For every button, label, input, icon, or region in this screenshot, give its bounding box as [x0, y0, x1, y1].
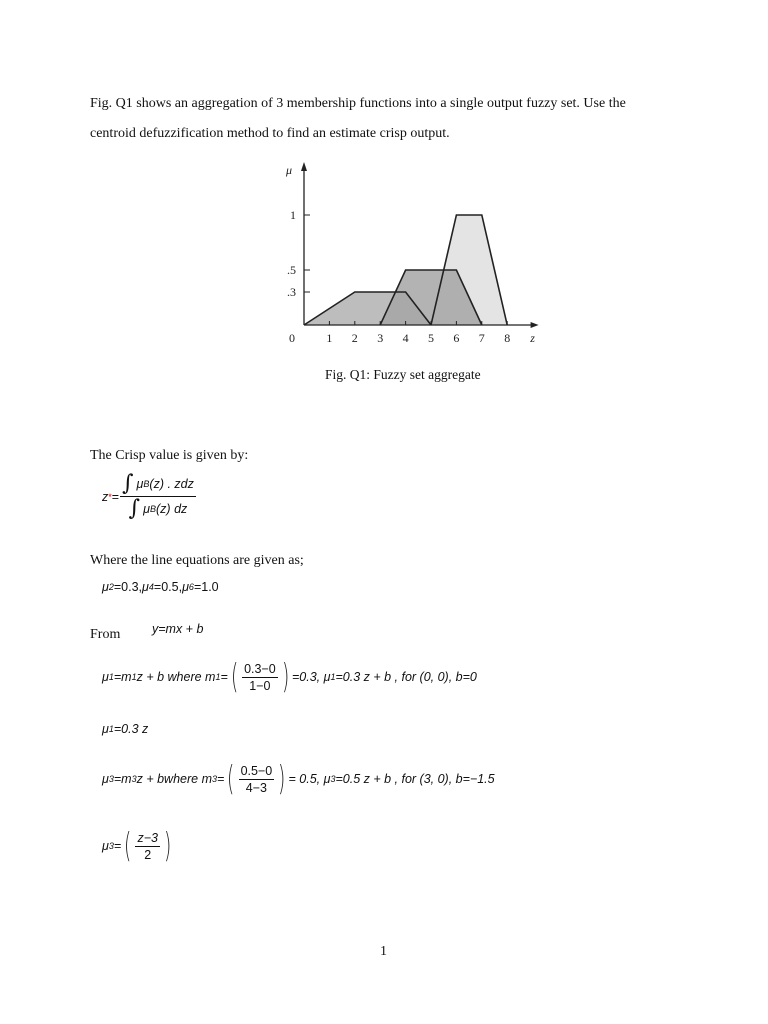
equation-mu1 — [102, 722, 148, 736]
formula-fraction — [120, 473, 196, 520]
x-tick-label: 0 — [289, 331, 295, 345]
x-tick-label: 4 — [402, 331, 409, 345]
value-6: =1.0 — [193, 580, 219, 594]
text: = — [220, 670, 228, 684]
formula-den-mu: μ — [143, 502, 150, 516]
formula-eq: = — [111, 489, 120, 504]
x-tick-label: 8 — [504, 331, 511, 345]
sub-6: 6 — [188, 582, 194, 592]
text: =m — [113, 670, 132, 684]
text: = — [113, 839, 122, 853]
sub: 1 — [108, 672, 114, 682]
y-axis-arrow — [301, 162, 307, 171]
paren-open: ( — [124, 826, 132, 866]
mu-symbol: μ — [102, 772, 109, 786]
text: z + b where m — [136, 670, 216, 684]
mu-symbol: μ — [102, 839, 109, 853]
text: z + bwhere m — [136, 772, 212, 786]
figure-caption: Fig. Q1: Fuzzy set aggregate — [325, 367, 481, 382]
x-tick-label: 5 — [428, 331, 434, 345]
y-tick-label: .3 — [287, 285, 296, 299]
paren-close: ) — [163, 826, 172, 866]
fraction-numerator: 0.5−0 — [240, 763, 273, 778]
slope-fraction — [242, 662, 278, 693]
text: = — [217, 772, 225, 786]
mu-symbol: μ — [142, 580, 149, 594]
formula-num-sub: B — [143, 479, 150, 489]
page-number: 1 — [380, 944, 387, 959]
fraction-numerator: 0.3−0 — [244, 661, 276, 676]
sub: 3 — [108, 774, 114, 784]
fraction-numerator: z−3 — [137, 830, 158, 845]
text: =0.5 z + b , for (3, 0), b=−1.5 — [335, 772, 495, 786]
x-tick-label: 7 — [478, 331, 485, 345]
text: = 0.5, μ — [288, 772, 331, 786]
x-axis-label: z — [530, 331, 535, 345]
line-eq-intro: Where the line equations are given as; — [90, 553, 304, 568]
sub: 3 — [330, 774, 336, 784]
x-tick-label: 3 — [377, 331, 384, 345]
x-tick-label: 6 — [453, 331, 460, 345]
value-2: =0.3, — [113, 580, 143, 594]
sub: 3 — [108, 841, 114, 851]
mu3-fraction — [135, 831, 160, 862]
paren-open: ( — [230, 657, 239, 697]
sub: 3 — [212, 774, 218, 784]
y-tick-label: .5 — [287, 263, 296, 277]
mu-symbol: μ — [102, 722, 109, 736]
membership-chart — [266, 160, 556, 350]
paren-close: ) — [281, 657, 289, 697]
fraction-denominator: 1−0 — [249, 678, 271, 693]
formula-num-rest: (z) . zdz — [149, 477, 194, 491]
intro-line-2: centroid defuzzification method to find an estimate crisp output. — [90, 126, 450, 141]
equation-mu3 — [102, 826, 174, 866]
paren-close: ) — [278, 759, 286, 799]
paren-open: ( — [227, 759, 235, 799]
integral-sign: ∫ — [128, 496, 141, 521]
formula-den-sub: B — [150, 504, 157, 514]
integral-sign: ∫ — [122, 471, 134, 496]
sub: 1 — [108, 724, 114, 734]
sub-2: 2 — [108, 582, 114, 592]
x-axis-arrow — [531, 322, 539, 328]
slope-fraction — [239, 764, 275, 795]
line-equations — [102, 580, 219, 594]
mu-symbol: μ — [182, 580, 189, 594]
sub: 1 — [215, 672, 221, 682]
formula-num-mu: μ — [136, 477, 144, 491]
text: =0.3, μ — [291, 670, 331, 684]
y-tick-label: 1 — [290, 208, 296, 222]
equation-mu1-derivation — [102, 657, 477, 697]
x-tick-label: 1 — [326, 331, 333, 345]
centroid-formula — [102, 473, 197, 520]
value-4: =0.5, — [153, 580, 183, 594]
formula-den-rest: (z) dz — [156, 502, 188, 516]
equation-mu3-derivation — [102, 759, 495, 799]
formula-lhs: z — [102, 489, 109, 504]
fraction-denominator: 4−3 — [245, 780, 268, 795]
text: =0.3 z + b , for (0, 0), b=0 — [335, 670, 477, 684]
mu-symbol: μ — [102, 670, 109, 684]
formula-lhs-sup: * — [108, 491, 112, 502]
text: =0.3 z — [113, 722, 149, 736]
sub: 3 — [131, 774, 137, 784]
crisp-intro: The Crisp value is given by: — [90, 448, 249, 463]
sub-4: 4 — [148, 582, 154, 592]
from-equation: y=mx + b — [152, 622, 204, 636]
y-axis-label: μ — [285, 163, 293, 177]
intro-line-1: Fig. Q1 shows an aggregation of 3 membership functions into a single output fuzzy set. Use the — [90, 96, 626, 111]
text: =m — [113, 772, 132, 786]
fraction-denominator: 2 — [144, 847, 152, 862]
sub: 1 — [330, 672, 336, 682]
sub: 1 — [131, 672, 137, 682]
mu-symbol: μ — [102, 580, 109, 594]
x-tick-label: 2 — [351, 331, 358, 345]
from-label: From — [90, 627, 121, 642]
